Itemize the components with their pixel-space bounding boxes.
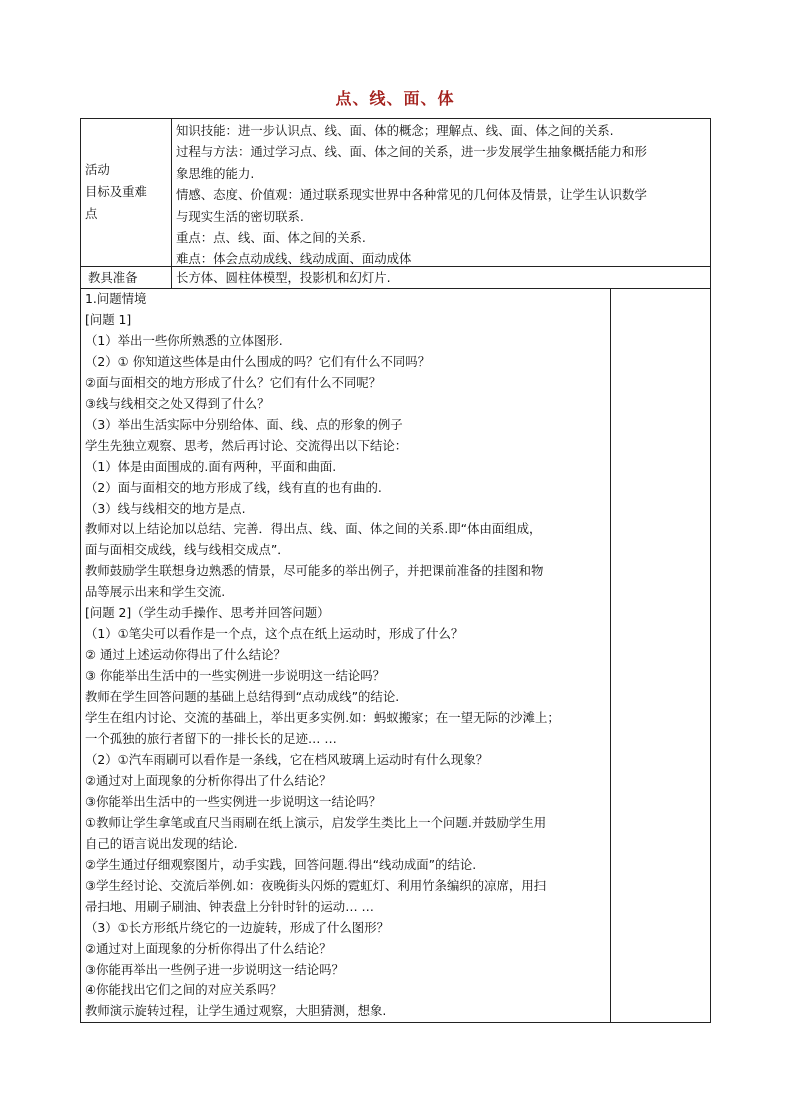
process-line: 学生在组内讨论、交流的基础上，举出更多实例.如：蚂蚁搬家；在一望无际的沙滩上； xyxy=(85,710,560,726)
process-line: （1）①笔尖可以看作是一个点，这个点在纸上运动时，形成了什么？ xyxy=(85,626,464,642)
process-line: 教师演示旋转过程，让学生通过观察，大胆猜测，想象. xyxy=(85,1003,387,1019)
goals-line: 过程与方法：通过学习点、线、面、体之间的关系，进一步发展学生抽象概括能力和形 xyxy=(176,144,647,160)
process-line: （1）体是由面围成的.面有两种，平面和曲面. xyxy=(85,458,337,474)
process-line: 面与面相交成线，线与线相交成点”． xyxy=(85,542,290,558)
process-line: 品等展示出来和学生交流. xyxy=(85,584,226,600)
process-line: （2）面与面相交的地方形成了线，线有直的也有曲的. xyxy=(85,479,382,495)
process-line: ③ 你能举出生活中的一些实例进一步说明这一结论吗？ xyxy=(85,668,386,684)
process-line: （3）举出生活实际中分别给体、面、线、点的形象的例子 xyxy=(85,416,403,432)
tools-label: 教具准备 xyxy=(88,270,138,285)
goals-line: 情感、态度、价值观：通过联系现实世界中各种常见的几何体及情景，让学生认识数学 xyxy=(176,187,647,203)
process-line: ③你能再举出一些例子进一步说明这一结论吗？ xyxy=(85,961,344,977)
process-line: （3）①长方形纸片绕它的一边旋转，形成了什么图形？ xyxy=(85,919,389,935)
column-divider xyxy=(610,288,611,1022)
process-line: 学生先独立观察、思考，然后再讨论、交流得出以下结论： xyxy=(85,437,408,453)
process-line: ③线与线相交之处又得到了什么？ xyxy=(85,395,270,411)
process-line: （2）① 你知道这些体是由什么围成的吗？它们有什么不同吗？ xyxy=(85,353,431,369)
process-line: 自己的语言说出发现的结论. xyxy=(85,835,238,851)
process-line: 教师在学生回答问题的基础上总结得到“点动成线”的结论. xyxy=(85,689,400,705)
process-line: ①教师让学生拿笔或直尺当雨刷在纸上演示，启发学生类比上一个问题.并鼓励学生用 xyxy=(85,814,547,830)
goals-line: 难点：体会点动成线、线动成面、面动成体 xyxy=(176,251,412,267)
goals-line: 知识技能：进一步认识点、线、面、体的概念；理解点、线、面、体之间的关系. xyxy=(176,123,614,138)
lesson-plan-table xyxy=(80,118,711,1023)
process-line: 教师鼓励学生联想身边熟悉的情景，尽可能多的举出例子，并把课前准备的挂图和物 xyxy=(85,563,544,579)
process-line: ② 通过上述运动你得出了什么结论？ xyxy=(85,647,286,663)
goals-line: 象思维的能力. xyxy=(176,165,255,181)
process-line: （2）①汽车雨刷可以看作是一条线，它在档风玻璃上运动时有什么现象？ xyxy=(85,751,489,767)
column-divider xyxy=(171,119,172,288)
process-line: ②通过对上面现象的分析你得出了什么结论？ xyxy=(85,940,332,956)
page-title: 点、线、面、体 xyxy=(335,89,455,108)
process-line: 帚扫地、用刷子刷油、钟表盘上分针时针的运动… … xyxy=(85,898,374,914)
goals-line: 与现实生活的密切联系. xyxy=(176,208,304,224)
process-line: ②面与面相交的地方形成了什么？它们有什么不同呢？ xyxy=(85,374,382,390)
process-line: ②通过对上面现象的分析你得出了什么结论？ xyxy=(85,772,332,788)
process-line: [问题 2]（学生动手操作、思考并回答问题） xyxy=(85,605,330,621)
process-line: ④你能找出它们之间的对应关系吗？ xyxy=(85,982,282,998)
process-line: （1）举出一些你所熟悉的立体图形. xyxy=(85,332,283,348)
process-line: ③学生经讨论、交流后举例.如：夜晚街头闪烁的霓虹灯、利用竹条编织的凉席，用扫 xyxy=(85,877,547,893)
goals-label-line: 活动 xyxy=(85,162,110,177)
process-line: ③你能举出生活中的一些实例进一步说明这一结论吗？ xyxy=(85,793,382,809)
goals-line: 重点：点、线、面、体之间的关系. xyxy=(176,230,366,246)
process-line: 一个孤独的旅行者留下的一排长长的足迹… … xyxy=(85,731,337,747)
process-line: ②学生通过仔细观察图片，动手实践，回答问题.得出“线动成面”的结论. xyxy=(85,856,477,872)
process-line: 1.问题情境 xyxy=(85,291,147,306)
goals-label xyxy=(85,159,169,225)
goals-content xyxy=(176,120,708,270)
process-content xyxy=(85,289,609,1022)
process-line: （3）线与线相交的地方是点. xyxy=(85,500,246,516)
tools-value: 长方体、圆柱体模型，投影机和幻灯片. xyxy=(176,270,391,285)
process-line: 教师对以上结论加以总结、完善．得出点、线、面、体之间的关系.即“体由面组成， xyxy=(85,521,542,537)
goals-label-line: 点 xyxy=(85,206,98,221)
goals-label-line: 目标及重难 xyxy=(85,184,147,199)
process-line: [问题 1] xyxy=(85,311,132,327)
